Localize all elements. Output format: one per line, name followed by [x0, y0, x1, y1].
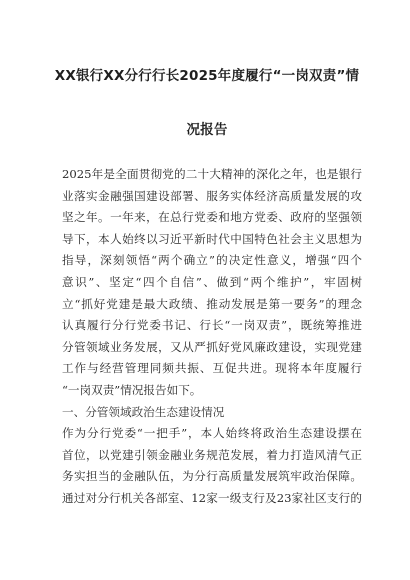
section-line: 作为分行党委“一把手”，本人始终将政治生态建设摆在	[62, 426, 362, 441]
body-line: 坚之年。一年来，在总行党委和地方党委、政府的坚强领	[62, 210, 362, 225]
document-body	[62, 164, 362, 510]
document-title-line2: 况报告	[186, 122, 228, 138]
section-line: 首位，以党建引领金融业务规范发展，着力打造风清气正	[62, 447, 362, 462]
body-line: 业落实金融强国建设部署、服务实体经济高质量发展的攻	[62, 188, 362, 203]
document-title-line1: XX银行XX分行行长2025年度履行“一岗双责”情	[54, 68, 360, 84]
body-line: 工作与经营管理同频共振、互促共进。现将本年度履行	[62, 361, 362, 376]
body-line: “一岗双责”情况报告如下。	[62, 382, 202, 397]
body-line: 2025年是全面贯彻党的二十大精神的深化之年，也是银行	[62, 167, 362, 181]
body-line: 指导，深刻领悟“两个确立”的决定性意义，增强“四个	[62, 253, 362, 268]
body-line: 立“抓好党建是最大政绩、推动发展是第一要务”的理念	[62, 296, 362, 311]
section-line: 通过对分行机关各部室、12家一级支行及23家社区支行的	[62, 490, 362, 505]
body-line: 意识”、坚定“四个自信”、做到“两个维护”，牢固树	[62, 274, 362, 289]
body-line: 分管领域业务发展，又从严抓好党风廉政建设，实现党建	[62, 339, 362, 354]
section-line: 务实担当的金融队伍，为分行高质量发展筑牢政治保障。	[62, 469, 362, 484]
body-line: 导下，本人始终以习近平新时代中国特色社会主义思想为	[62, 231, 362, 246]
body-line: 认真履行分行党委书记、行长“一岗双责”，既统筹推进	[62, 318, 362, 333]
section-heading: 一、分管领域政治生态建设情况	[62, 404, 225, 419]
